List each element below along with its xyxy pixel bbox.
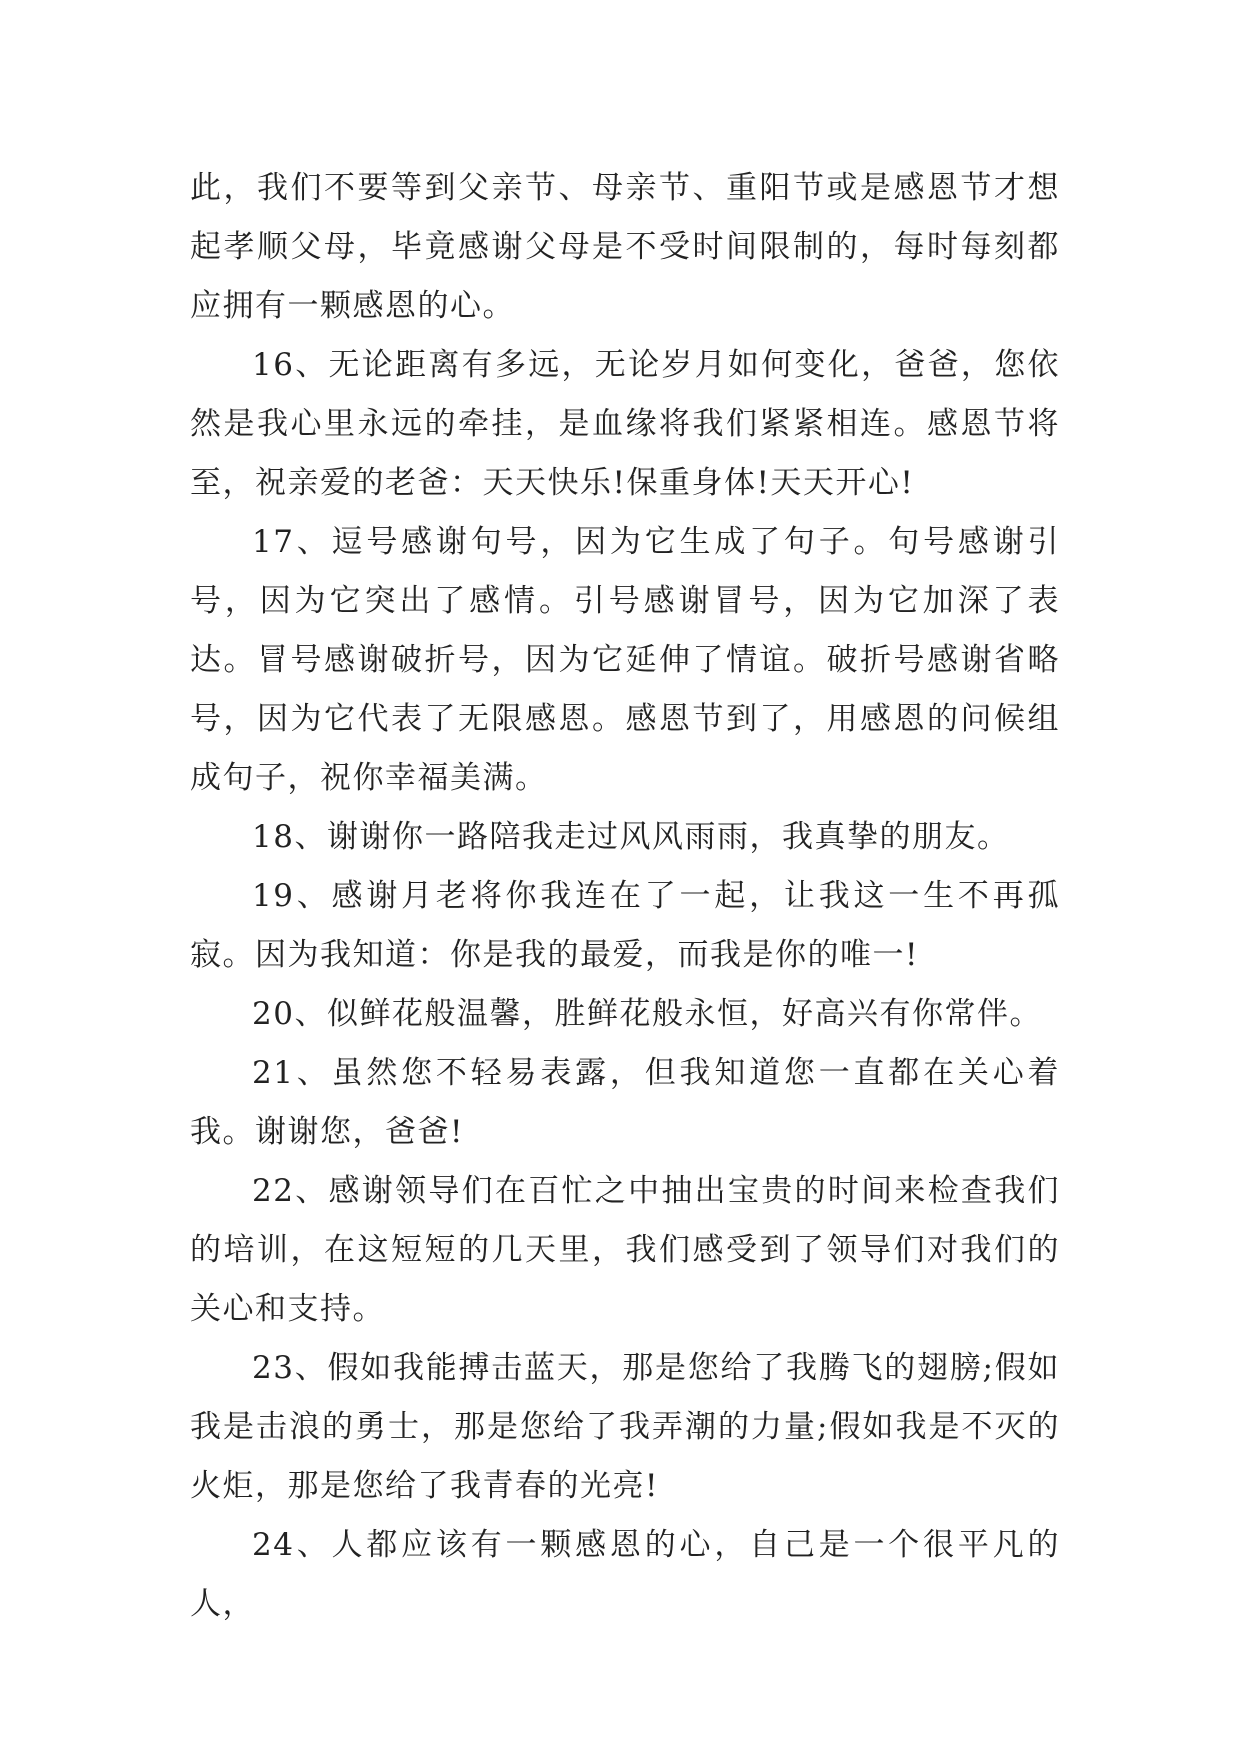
paragraph-item-17: 17、逗号感谢句号，因为它生成了句子。句号感谢引号，因为它突出了感情。引号感谢冒号，因为它加深了表达。冒号感谢破折号，因为它延伸了情谊。破折号感谢省略号，因为它代表了无限感恩。感恩节到了，用感恩的问候组成句子，祝你幸福美满。 — [190, 524, 1060, 796]
paragraph-item-18: 18、谢谢你一路陪我走过风风雨雨，我真挚的朋友。 — [252, 819, 1010, 855]
paragraph-item-16: 16、无论距离有多远，无论岁月如何变化，爸爸，您依然是我心里永远的牵挂，是血缘将我们紧紧相连。感恩节将至，祝亲爱的老爸：天天快乐!保重身体!天天开心! — [190, 347, 1060, 501]
paragraph-item-24: 24、人都应该有一颗感恩的心，自己是一个很平凡的人， — [190, 1527, 1060, 1622]
document-body — [190, 159, 1060, 1634]
paragraph-item-21: 21、虽然您不轻易表露，但我知道您一直都在关心着我。谢谢您，爸爸! — [190, 1055, 1060, 1150]
paragraph-continuation: 此，我们不要等到父亲节、母亲节、重阳节或是感恩节才想起孝顺父母，毕竟感谢父母是不受时间限制的，每时每刻都应拥有一颗感恩的心。 — [190, 170, 1060, 324]
paragraph-item-19: 19、感谢月老将你我连在了一起，让我这一生不再孤寂。因为我知道：你是我的最爱，而我是你的唯一! — [190, 878, 1060, 973]
paragraph-item-23: 23、假如我能搏击蓝天，那是您给了我腾飞的翅膀;假如我是击浪的勇士，那是您给了我弄潮的力量;假如我是不灭的火炬，那是您给了我青春的光亮! — [190, 1350, 1060, 1504]
paragraph-item-22: 22、感谢领导们在百忙之中抽出宝贵的时间来检查我们的培训，在这短短的几天里，我们感受到了领导们对我们的关心和支持。 — [190, 1173, 1060, 1327]
paragraph-item-20: 20、似鲜花般温馨，胜鲜花般永恒，好高兴有你常伴。 — [252, 996, 1042, 1032]
